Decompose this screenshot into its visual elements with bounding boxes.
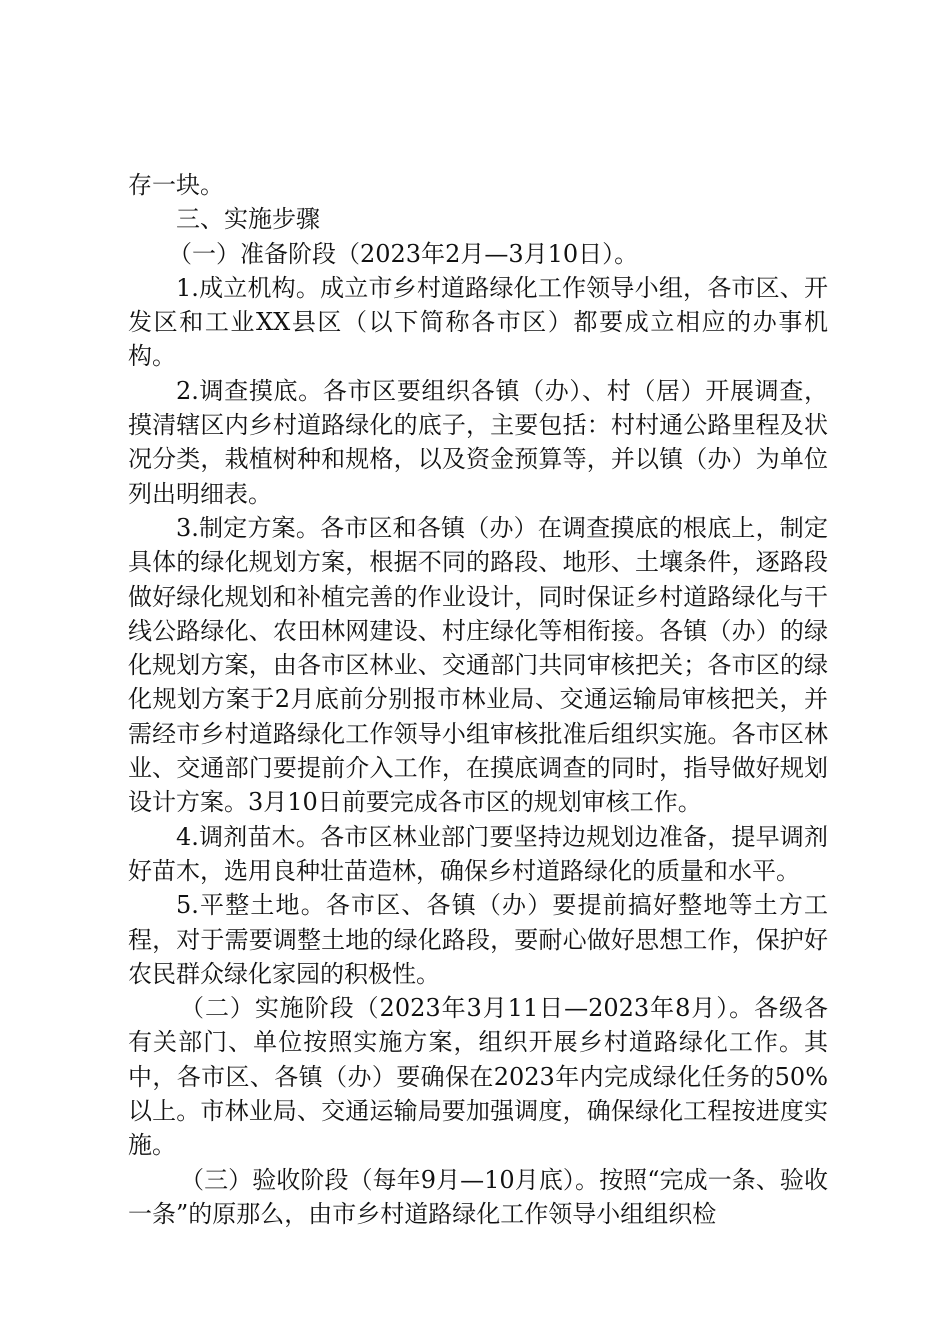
paragraph-seedlings: 4.调剂苗木。各市区林业部门要坚持边规划边准备，提早调剂好苗木，选用良种壮苗造林，确保乡村道路绿化的质量和水平。 bbox=[128, 822, 828, 885]
paragraph-formulate-plan: 3.制定方案。各市区和各镇（办）在调查摸底的根底上，制定具体的绿化规划方案，根据不同的路段、地形、土壤条件，逐路段做好绿化规划和补植完善的作业设计，同时保证乡村道路绿化与干线公路绿化、农田林网建设、村庄绿化等相衔接。各镇（办）的绿化规划方案，由各市区林业、交通部门共同审核把关；各市区的绿化规划方案于2月底前分别报市林业局、交通运输局审核把关，并需经市乡村道路绿化工作领导小组审核批准后组织实施。各市区林业、交通部门要提前介入工作，在摸底调查的同时，指导做好规划设计方案。3月10日前要完成各市区的规划审核工作。 bbox=[128, 513, 828, 817]
paragraph-continuation: 存一块。 bbox=[128, 171, 224, 199]
document-body bbox=[128, 168, 828, 1231]
subsection-heading-preparation: （一）准备阶段（2023年2月—3月10日）。 bbox=[168, 239, 639, 268]
paragraph-establish-organization: 1.成立机构。成立市乡村道路绿化工作领导小组，各市区、开发区和工业XX县区（以下简称各市区）都要成立相应的办事机构。 bbox=[128, 273, 828, 371]
section-heading: 三、实施步骤 bbox=[176, 205, 320, 234]
paragraph-survey: 2.调查摸底。各市区要组织各镇（办）、村（居）开展调查，摸清辖区内乡村道路绿化的底子，主要包括：村村通公路里程及状况分类，栽植树种和规格，以及资金预算等，并以镇（办）为单位列出明细表。 bbox=[128, 376, 828, 508]
paragraph-acceptance-stage: （三）验收阶段（每年9月—10月底）。按照“完成一条、验收一条”的原那么，由市乡村道路绿化工作领导小组组织检 bbox=[128, 1165, 828, 1228]
paragraph-land-leveling: 5.平整土地。各市区、各镇（办）要提前搞好整地等土方工程，对于需要调整土地的绿化路段，要耐心做好思想工作，保护好农民群众绿化家园的积极性。 bbox=[128, 891, 828, 988]
paragraph-implementation-stage: （二）实施阶段（2023年3月11日—2023年8月）。各级各有关部门、单位按照实施方案，组织开展乡村道路绿化工作。其中，各市区、各镇（办）要确保在2023年内完成绿化任务的50%以上。市林业局、交通运输局要加强调度，确保绿化工程按进度实施。 bbox=[128, 994, 828, 1160]
